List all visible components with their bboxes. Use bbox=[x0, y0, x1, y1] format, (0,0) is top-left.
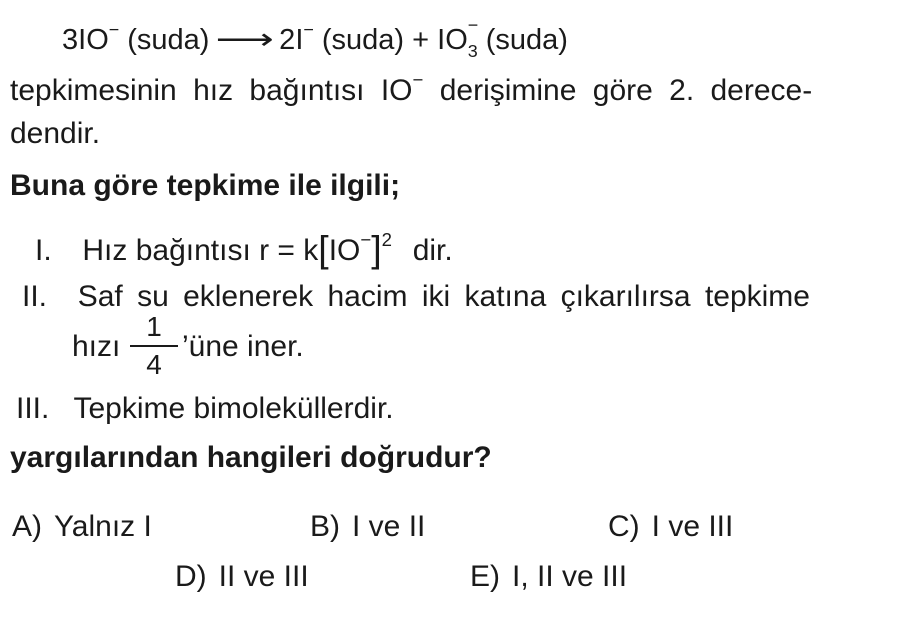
fraction-bar bbox=[130, 345, 178, 347]
option-a[interactable] bbox=[12, 512, 152, 542]
reactant-charge: − bbox=[108, 19, 120, 40]
reactant-phase: (suda) bbox=[127, 24, 210, 56]
option-c-text: I ve III bbox=[651, 510, 734, 543]
product1-coefficient: 2 bbox=[279, 24, 296, 56]
option-e-text: I, II ve III bbox=[512, 560, 628, 593]
option-c[interactable] bbox=[608, 512, 733, 542]
option-b[interactable] bbox=[310, 512, 425, 542]
option-b-text: I ve II bbox=[352, 510, 426, 543]
option-d-text: II ve III bbox=[218, 560, 309, 593]
option-e-letter: E) bbox=[470, 560, 500, 593]
option-c-letter: C) bbox=[608, 510, 640, 543]
product2-species: IO bbox=[437, 24, 468, 56]
statement-ii-number: II. bbox=[22, 280, 48, 313]
reactant-species: IO bbox=[78, 24, 109, 56]
fraction-denominator: 4 bbox=[146, 349, 162, 380]
reactant-coefficient: 3 bbox=[62, 24, 79, 56]
statement-ii-text: Saf su eklenerek hacim iki katına çıkarılırsa tepkime bbox=[77, 280, 810, 313]
question-end: yargılarından hangileri doğrudur? bbox=[10, 441, 492, 474]
statement-ii-line-2: hızı bbox=[72, 330, 121, 363]
product1-phase: (suda) bbox=[321, 24, 405, 56]
statement-iii bbox=[16, 394, 394, 424]
product2-phase: (suda) bbox=[485, 24, 568, 56]
product2-charge-and-subscript bbox=[467, 15, 479, 61]
product2-subscript: 3 bbox=[467, 41, 478, 61]
statement-iii-text: Tepkime bimoleküllerdir. bbox=[73, 392, 394, 425]
paragraph-line-2: dendir. bbox=[10, 117, 101, 150]
paragraph-charge: − bbox=[412, 69, 424, 91]
paragraph-line-1 bbox=[10, 69, 813, 107]
option-b-letter: B) bbox=[310, 510, 340, 543]
product1-species: I bbox=[295, 24, 304, 56]
statement-i bbox=[35, 228, 453, 270]
reaction-arrow: ⟶ bbox=[215, 24, 274, 56]
fraction-one-quarter bbox=[130, 313, 178, 379]
statement-ii-line-2-end: ’üne iner. bbox=[182, 330, 304, 363]
option-a-text: Yalnız I bbox=[54, 510, 152, 543]
option-d[interactable] bbox=[175, 562, 309, 592]
product1-charge: − bbox=[303, 19, 314, 40]
question-intro: Buna göre tepkime ile ilgili; bbox=[10, 169, 401, 202]
statement-ii-line-1 bbox=[22, 282, 810, 312]
product2-charge: − bbox=[467, 15, 479, 35]
statement-iii-number: III. bbox=[16, 392, 50, 425]
statement-i-charge: − bbox=[360, 228, 372, 250]
paragraph-line-1-part-a: tepkimesinin hız bağıntısı IO bbox=[10, 74, 413, 107]
paragraph-line-1-part-b: derişimine göre 2. derece- bbox=[423, 74, 813, 107]
reaction-equation bbox=[62, 15, 568, 61]
statement-i-text-a: Hız bağıntısı r = k bbox=[82, 233, 319, 267]
plus-sign: + bbox=[412, 24, 430, 56]
statement-i-species: IO bbox=[328, 233, 361, 267]
option-e[interactable] bbox=[470, 562, 627, 592]
statement-i-text-b: dir. bbox=[412, 233, 453, 267]
option-a-letter: A) bbox=[12, 510, 42, 543]
close-bracket: ] bbox=[371, 228, 382, 270]
statement-i-number: I. bbox=[35, 233, 52, 267]
open-bracket: [ bbox=[318, 228, 329, 270]
fraction-numerator: 1 bbox=[146, 311, 162, 342]
option-d-letter: D) bbox=[175, 560, 207, 593]
statement-i-power: 2 bbox=[381, 228, 393, 250]
